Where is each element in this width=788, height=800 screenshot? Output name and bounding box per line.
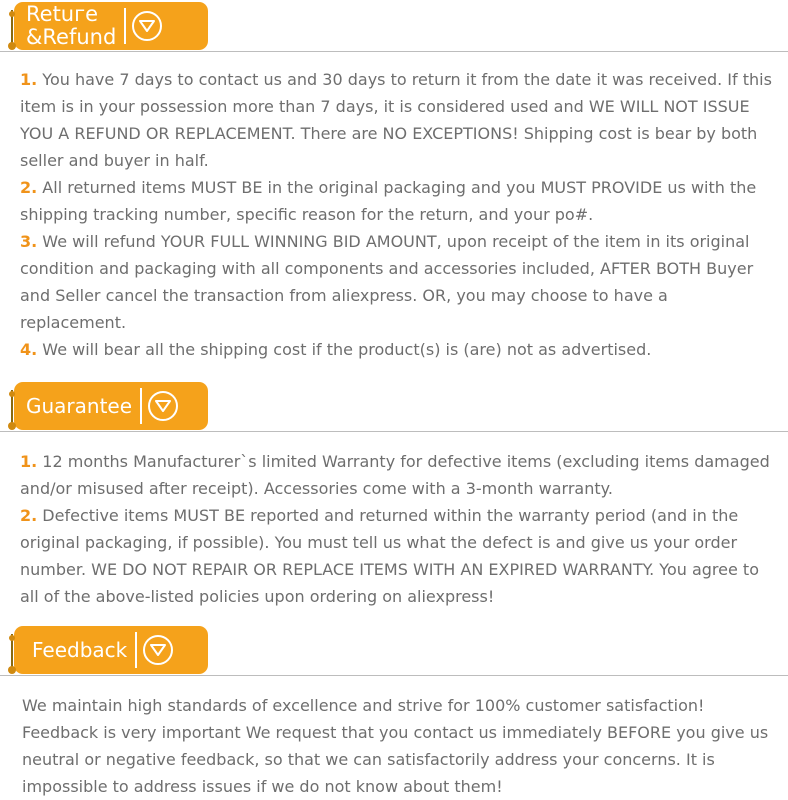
guarantee-header: [0, 380, 788, 434]
banner-separator: [124, 8, 126, 44]
item-number: 1.: [20, 70, 38, 89]
list-item: [20, 66, 775, 174]
feedback-section: [0, 624, 788, 796]
pin-icon: [6, 386, 18, 432]
list-item: [20, 174, 775, 228]
guarantee-banner: [14, 382, 208, 430]
list-item: [20, 502, 775, 610]
item-text: Defective items MUST BE reported and returned within the warranty period (and in the original packaging, if possible). You must tell us what the defect is and give us your order number. WE DO NOT REPAIR OR REPLACE ITEMS WITH AN EXPIRED WARRANTY. You agree to all of the above-listed policies upon ordering on aliexpress!: [20, 506, 759, 606]
feedback-header: [0, 624, 788, 678]
header-divider: [0, 51, 788, 52]
return-refund-section: [0, 0, 788, 359]
item-text: We will bear all the shipping cost if the product(s) is (are) not as advertised.: [37, 340, 652, 359]
chevron-down-circle-icon: [148, 391, 178, 421]
item-text: We will refund YOUR FULL WINNING BID AMOUNT, upon receipt of the item in its original condition and packaging with all components and accessories included, AFTER BOTH Buyer and Seller cancel the transaction from aliexpress. OR, you may choose to have a replacement.: [20, 232, 754, 332]
banner-separator: [140, 388, 142, 424]
item-text: You have 7 days to contact us and 30 days to return it from the date it was received. If this item is in your possession more than 7 days, it is considered used and WE WILL NOT ISSUE YOU A REFUND OR REPLACEMENT. There are NO EXCEPTIONS! Shipping cost is bear by both seller and buyer in half.: [20, 70, 772, 170]
item-number: 1.: [20, 452, 38, 471]
pin-icon: [6, 630, 18, 676]
return-refund-body: [20, 66, 775, 363]
pin-icon: [6, 6, 18, 52]
feedback-body: [22, 692, 782, 800]
chevron-down-circle-icon: [132, 11, 162, 41]
header-divider: [0, 431, 788, 432]
return-refund-title: Retuге &Refund: [26, 2, 117, 49]
feedback-title: Feedback: [32, 638, 128, 662]
header-divider: [0, 675, 788, 676]
chevron-down-circle-icon: [143, 635, 173, 665]
item-number: 2.: [20, 506, 38, 525]
item-number: 3.: [20, 232, 38, 251]
return-refund-header: [0, 0, 788, 54]
guarantee-title: Guarantee: [26, 394, 133, 418]
item-text: 12 months Manufacturer`s limited Warranty for defective items (excluding items damaged and/or misused after receipt). Accessories come with a 3-month warranty.: [20, 452, 770, 498]
return-refund-banner: [14, 2, 208, 50]
item-number: 2.: [20, 178, 38, 197]
list-item: [20, 228, 775, 336]
guarantee-body: [20, 448, 775, 610]
feedback-paragraph: We maintain high standards of excellence and strive for 100% customer satisfaction! Feedback is very important We request that you contact us immediately BEFORE you give us neutral or negative feedback, so that we can satisfactorily address your concerns. It is impossible to address issues if we do not know about them!: [22, 696, 769, 796]
item-number: 4.: [20, 340, 38, 359]
feedback-banner: [14, 626, 208, 674]
list-item: [20, 448, 775, 502]
item-text: All returned items MUST BE in the original packaging and you MUST PROVIDE us with the shipping tracking number, specific reason for the return, and your po#.: [20, 178, 757, 224]
list-item: [20, 336, 775, 363]
guarantee-section: [0, 380, 788, 606]
banner-separator: [135, 632, 137, 668]
